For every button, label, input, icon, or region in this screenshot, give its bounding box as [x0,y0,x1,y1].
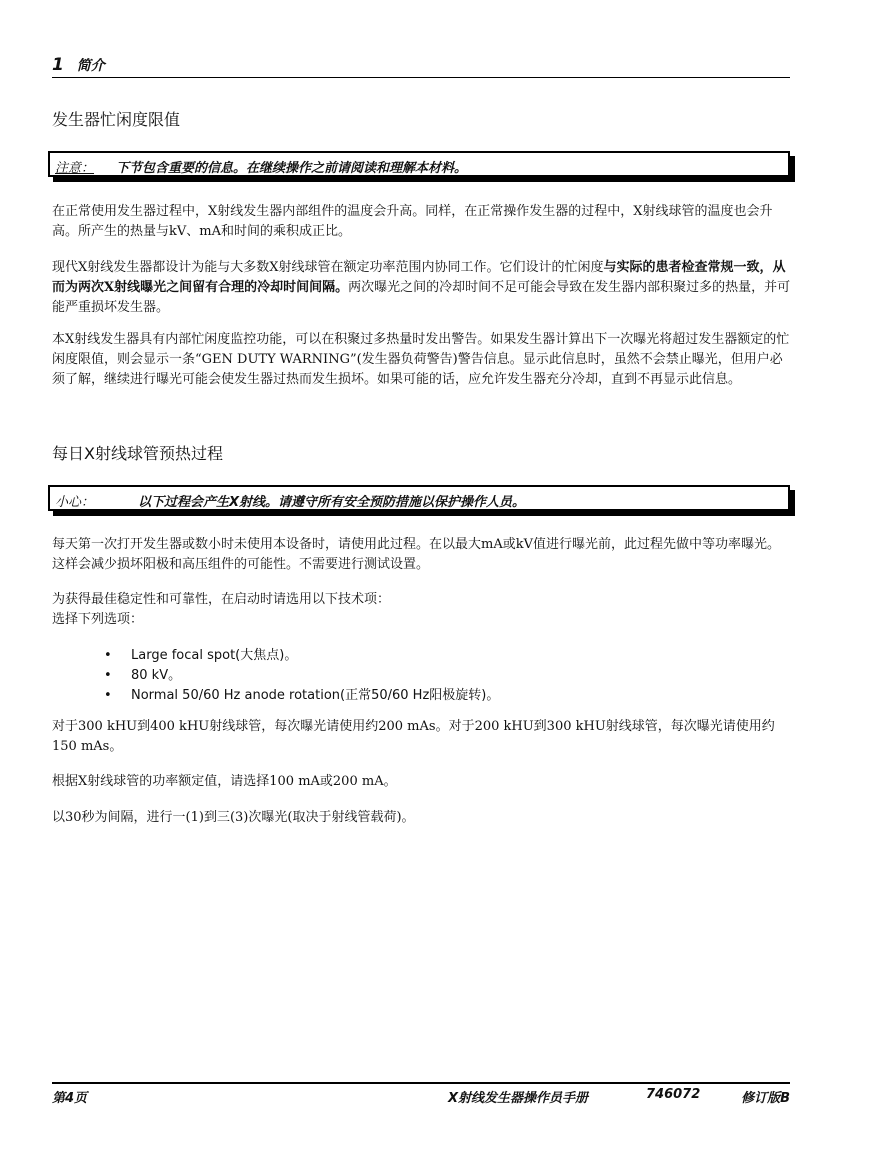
paragraph-ma: 根据X射线球管的功率额定值，请选择100 mA或200 mA。 [52,774,397,789]
technique-line-1: 为获得最佳稳定性和可靠性，在启动时请选用以下技术项： [52,592,391,607]
caution-box [48,485,790,511]
list-item: • 80 kV。 [104,666,499,686]
notice-box [48,151,790,177]
caution-label: 小心： [55,495,95,510]
paragraph-duty-design-a: 现代X射线发生器都设计为能与大多数X射线球管在额定功率范围内协同工作。它们设计的忙闲度 [52,260,604,275]
page-number: 第4页 [52,1091,88,1106]
technique-line-2: 选择下列选项： [52,612,144,627]
document-number: 746072 [646,1087,701,1102]
section-title-warmup: 每日X射线球管预热过程 [52,444,223,463]
chapter-title: 简介 [76,58,105,74]
paragraph-duty-design-c: 两次曝光之间的冷却时间不足可能会导致在发生器内部积聚过多的热量，并可能严重损坏发生器。 [52,280,791,315]
paragraph-duty-design-bold: 与实际的患者检查常规一致，从而为两次X射线曝光之间留有合理的冷却时间间隔。 [52,260,786,295]
page-header [52,55,790,78]
technique-list [104,646,499,706]
revision: 修订版B [741,1091,790,1106]
paragraph-temperature: 在正常使用发生器过程中，X射线发生器内部组件的温度会升高。同样，在正常操作发生器的过程中，X射线球管的温度也会升高。所产生的热量与kV、mA和时间的乘积成正比。 [52,204,773,239]
list-item: • Large focal spot(大焦点)。 [104,646,499,666]
list-item: • Normal 50/60 Hz anode rotation(正常50/60 Hz阳极旋转)。 [104,686,499,706]
notice-text: 下节包含重要的信息。在继续操作之前请阅读和理解本材料。 [116,161,468,176]
manual-title: X射线发生器操作员手册 [448,1091,589,1106]
chapter-number: 1 [52,55,64,75]
section-title-duty-cycle: 发生器忙闲度限值 [52,110,181,129]
caution-text: 以下过程会产生X射线。请遵守所有安全预防措施以保护操作人员。 [138,495,526,510]
paragraph-warmup-usage: 每天第一次打开发生器或数小时未使用本设备时，请使用此过程。在以最大mA或kV值进行曝光前，此过程先做中等功率曝光。这样会减少损坏阳极和高压组件的可能性。不需要进行测试设置。 [52,537,780,572]
paragraph-mas: 对于300 kHU到400 kHU射线球管，每次曝光请使用约200 mAs。对于200 kHU到300 kHU射线球管，每次曝光请使用约150 mAs。 [52,719,775,754]
paragraph-technique [52,590,792,630]
page-footer [52,1082,790,1107]
notice-label: 注意： [55,161,95,176]
paragraph-duty-design [52,258,792,318]
paragraph-duty-warning: 本X射线发生器具有内部忙闲度监控功能，可以在积聚过多热量时发出警告。如果发生器计算出下一次曝光将超过发生器额定的忙闲度限值，则会显示一条“GEN DUTY WARNING”(发生器负荷警告)警告信息。显示此信息时，虽然不会禁止曝光，但用户必须了解，继续进行曝光可能会使发生器过热而发生损坏。如果可能的话，应允许发生器充分冷却，直到不再显示此信息。 [52,332,790,387]
paragraph-exposures: 以30秒为间隔，进行一(1)到三(3)次曝光(取决于射线管载荷)。 [52,810,415,825]
